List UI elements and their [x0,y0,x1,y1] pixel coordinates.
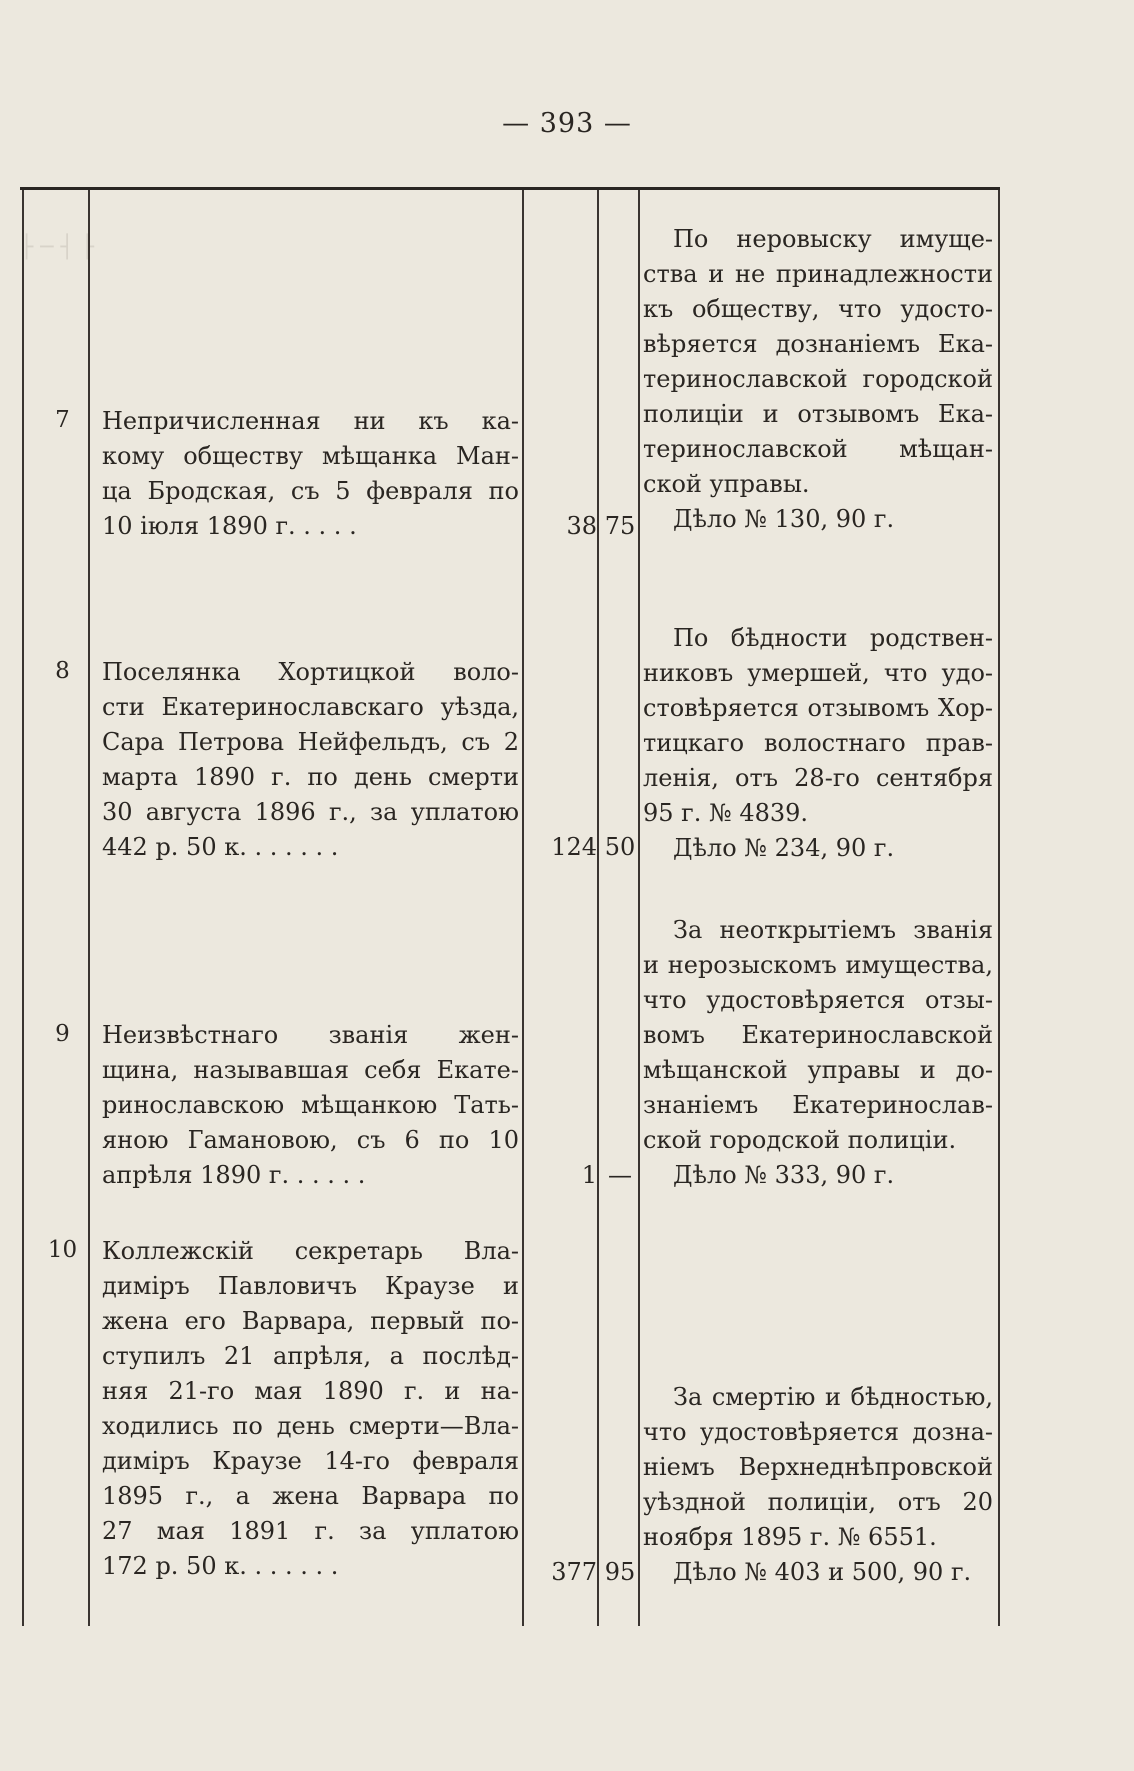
amount-rubles: 124 [551,833,597,861]
case-reference: Дѣло № 234, 90 г. [673,834,895,862]
case-reference: Дѣло № 403 и 500, 90 г. [673,1558,972,1586]
note-line: полиціи и отзывомъ Ека- [643,400,993,428]
desc-line: 10 іюля 1890 г. . . . . [102,512,357,540]
row-description [102,404,519,544]
desc-line: Поселянка Хортицкой воло- [102,658,519,686]
column-rule-left [22,190,24,1626]
desc-line: 442 р. 50 к. . . . . . . [102,833,339,861]
desc-line: кому обществу мѣщанка Ман- [102,442,519,470]
desc-line: диміръ Павловичъ Краузе и [102,1272,519,1300]
desc-line: жена его Варвара, первый по- [102,1307,519,1335]
amount-kopecks: 75 [604,512,636,540]
column-rule-rub [597,190,599,1626]
amount-kopecks: 50 [604,833,636,861]
amount-kopecks: 95 [604,1558,636,1586]
note-line: мѣщанской управы и до- [643,1056,993,1084]
column-rule-kop [638,190,640,1626]
row-description [102,655,519,865]
desc-line: яною Гамановою, съ 6 по 10 [102,1126,519,1154]
row-description [102,1234,519,1584]
note-line: уѣздной полиціи, отъ 20 [643,1488,993,1516]
note-line: За неоткрытіемъ званія [673,916,993,944]
desc-line: Коллежскій секретарь Вла- [102,1237,519,1265]
note-line: и нерозыскомъ имущества, [643,951,993,979]
note-line: ской управы. [643,470,810,498]
row-number: 8 [55,658,70,684]
bleed-through-texture: ┤ ├ ─ ┤ [20,235,94,260]
note-line: знаніемъ Екатеринослав- [643,1091,993,1119]
amount-kopecks: — [608,1161,632,1189]
note-line: ленія, отъ 28-го сентября [643,764,993,792]
row-number: 7 [55,407,70,433]
row-number: 9 [55,1021,70,1047]
desc-line: ринославскою мѣщанкою Тать- [102,1091,519,1119]
note-line: къ обществу, что удосто- [643,295,993,323]
amount-rubles: 377 [551,1558,597,1586]
desc-line: ступилъ 21 апрѣля, а послѣд- [102,1342,519,1370]
desc-line: Сара Петрова Нейфельдъ, съ 2 [102,728,519,756]
column-rule-right [998,190,1000,1626]
row-number: 10 [47,1237,78,1263]
desc-line: Непричисленная ни къ ка- [102,407,519,435]
desc-line: няя 21-го мая 1890 г. и на- [102,1377,519,1405]
row-note [643,621,993,866]
desc-line: ца Бродская, съ 5 февраля по [102,477,519,505]
note-line: теринославской городской [643,365,993,393]
column-rule-num [88,190,90,1626]
note-line: ской городской полиціи. [643,1126,957,1154]
column-rule-desc [522,190,524,1626]
desc-line: 1895 г., а жена Варвара по [102,1482,519,1510]
row-note [643,222,993,537]
page-number: — 393 — [502,108,632,139]
note-line: ноября 1895 г. № 6551. [643,1523,937,1551]
row-description [102,1018,519,1193]
case-reference: Дѣло № 333, 90 г. [673,1161,895,1189]
note-line: ніемъ Верхнеднѣпровской [643,1453,993,1481]
desc-line: Неизвѣстнаго званія жен- [102,1021,519,1049]
desc-line: марта 1890 г. по день смерти [102,763,519,791]
amount-rubles: 38 [566,512,597,540]
note-line: теринославской мѣщан- [643,435,993,463]
note-line: никовъ умершей, что удо- [643,659,993,687]
case-reference: Дѣло № 130, 90 г. [673,505,895,533]
desc-line: апрѣля 1890 г. . . . . . [102,1161,366,1189]
note-line: вѣряется дознаніемъ Ека- [643,330,993,358]
note-line: За смертію и бѣдностью, [673,1383,993,1411]
note-line: По бѣдности родствен- [673,624,993,652]
desc-line: диміръ Краузе 14-го февраля [102,1447,519,1475]
amount-rubles: 1 [581,1161,597,1189]
note-line: стовѣряется отзывомъ Хор- [643,694,993,722]
desc-line: щина, называвшая себя Екате- [102,1056,519,1084]
note-line: По неровыску имуще- [673,225,993,253]
note-line: 95 г. № 4839. [643,799,809,827]
note-line: что удостовѣряется отзы- [643,986,993,1014]
desc-line: сти Екатеринославскаго уѣзда, [102,693,519,721]
desc-line: ходились по день смерти—Вла- [102,1412,519,1440]
note-line: что удостовѣряется дозна- [643,1418,993,1446]
note-line: вомъ Екатеринославской [643,1021,993,1049]
row-note [643,913,993,1193]
desc-line: 30 августа 1896 г., за уплатою [102,798,519,826]
note-line: тицкаго волостнаго прав- [643,729,993,757]
desc-line: 172 р. 50 к. . . . . . . [102,1552,339,1580]
note-line: ства и не принадлежности [643,260,993,288]
row-note [643,1380,993,1590]
desc-line: 27 мая 1891 г. за уплатою [102,1517,519,1545]
top-rule [20,187,1000,190]
